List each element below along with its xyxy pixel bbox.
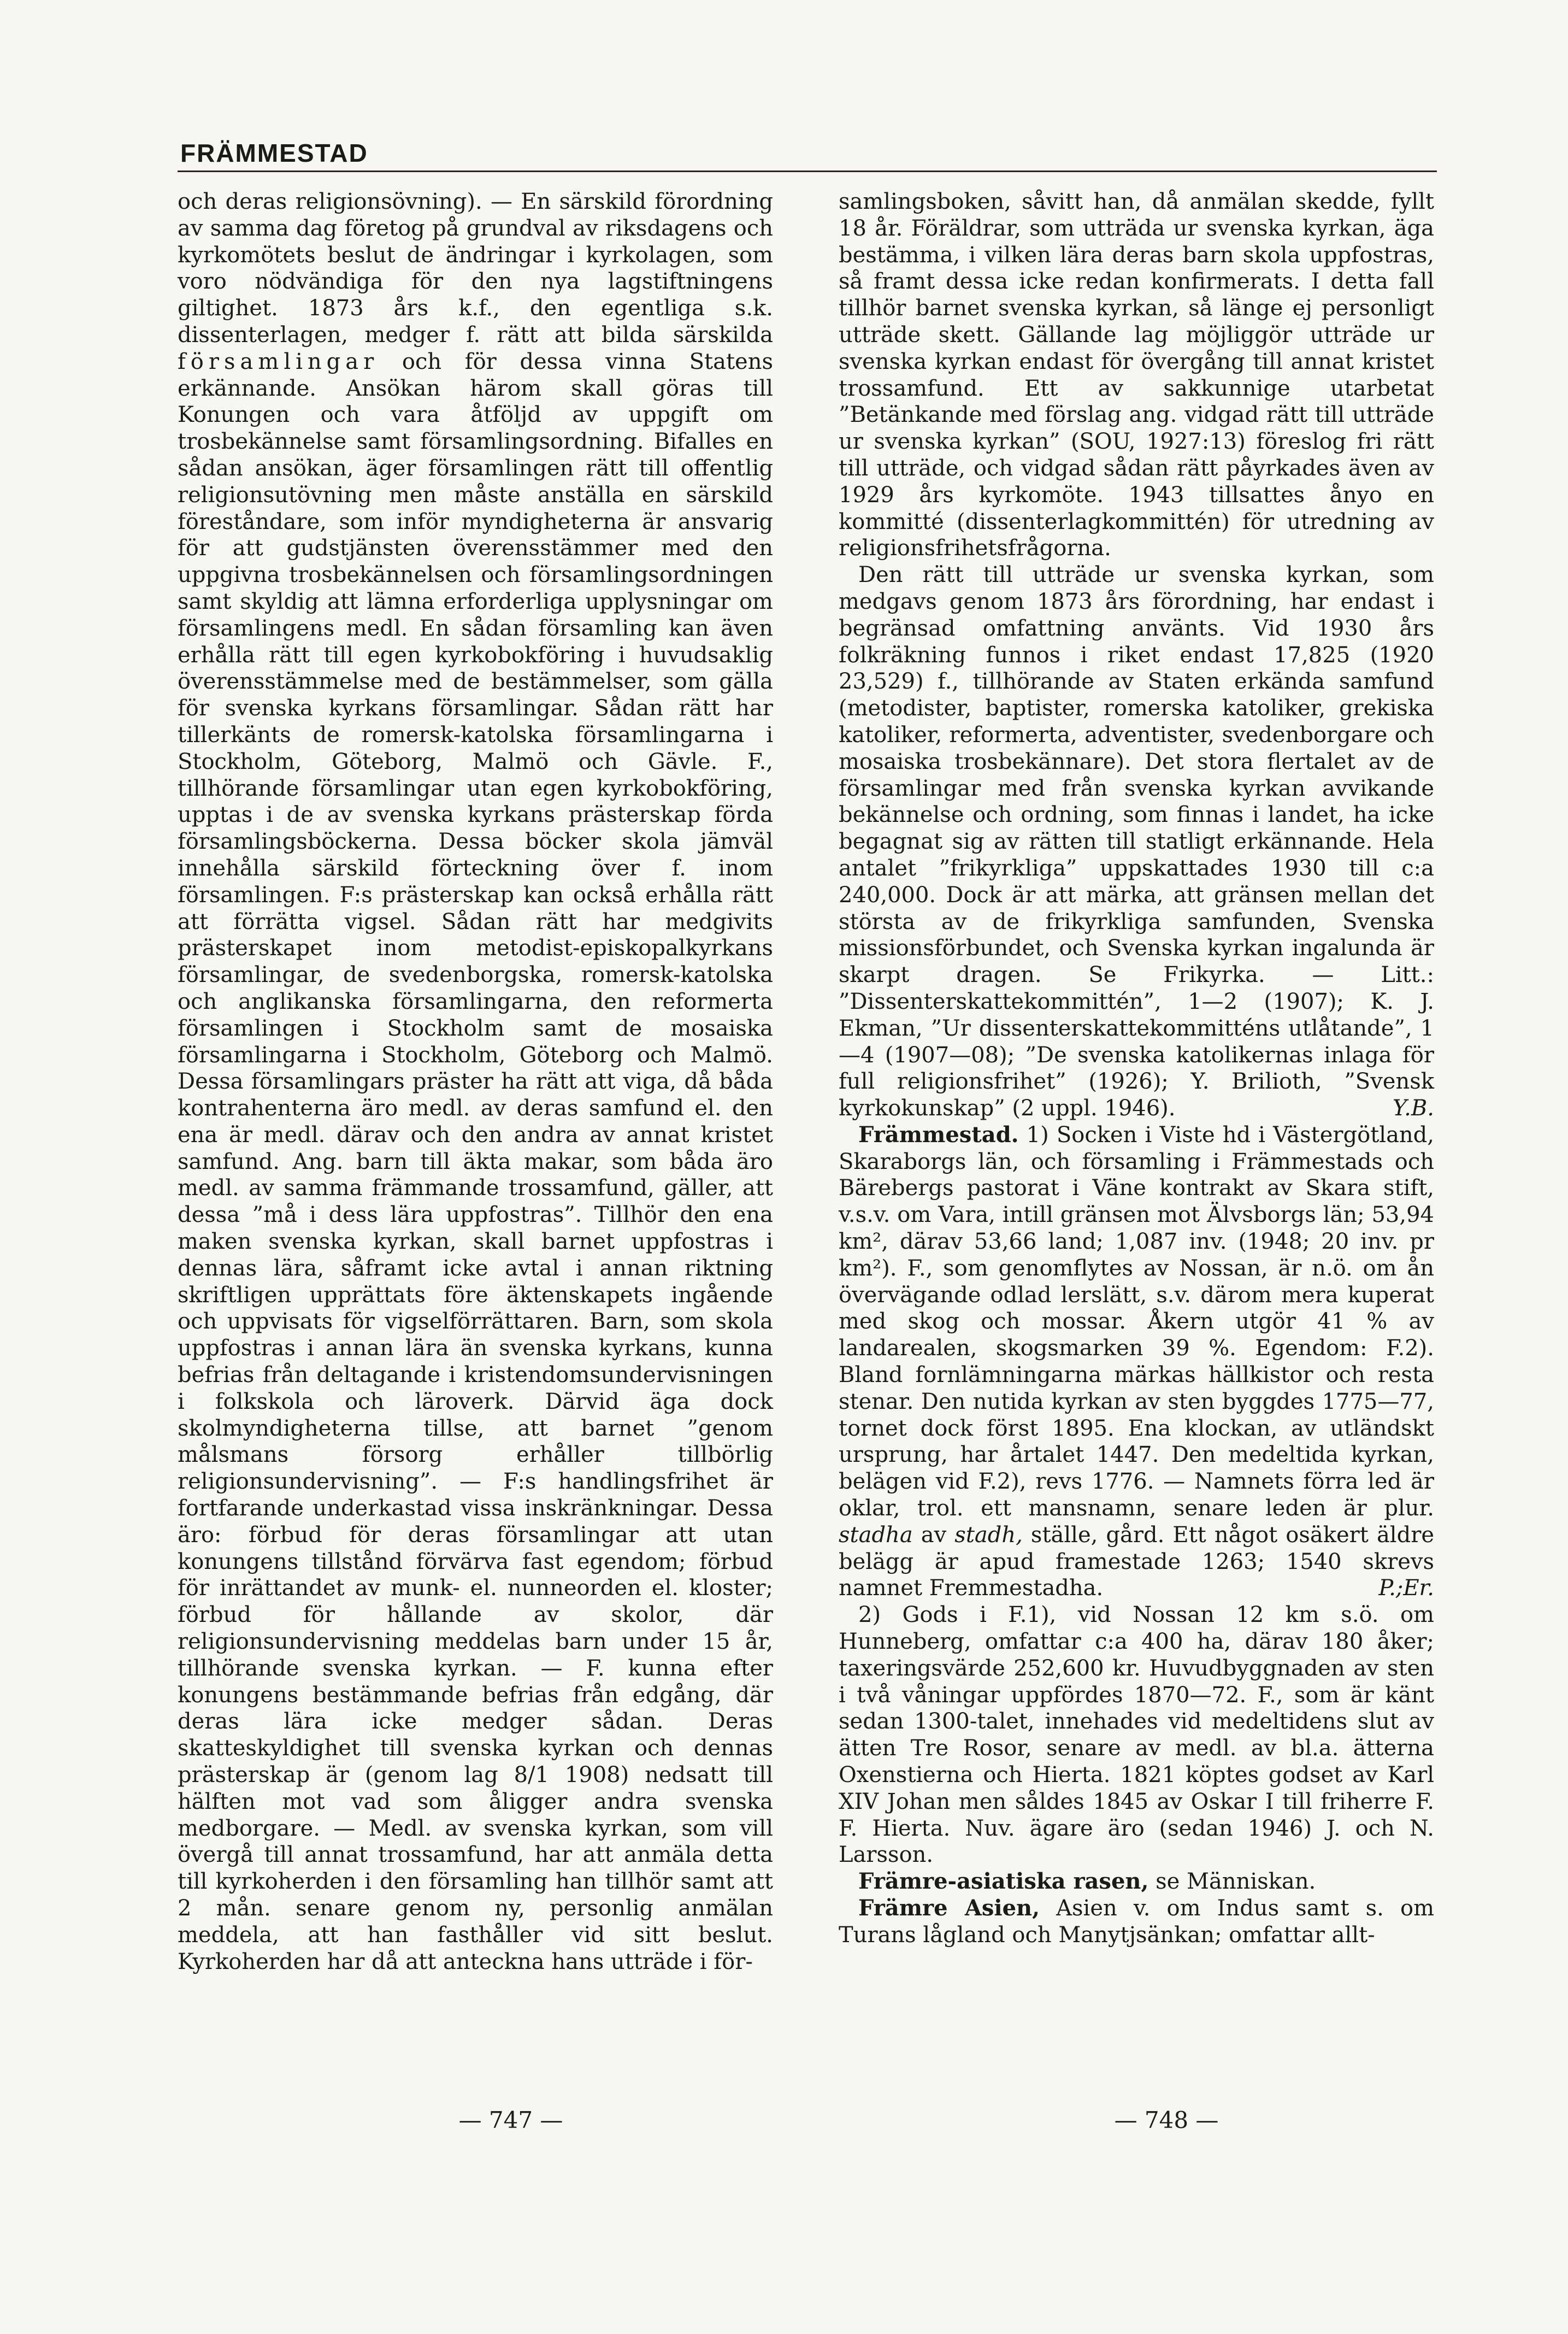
italic-word: stadha xyxy=(839,1522,913,1548)
right-column xyxy=(839,189,1434,1949)
entry-framre-asien xyxy=(839,1895,1434,1949)
running-header: FRÄMMESTAD xyxy=(180,139,368,167)
article-text-continued xyxy=(178,189,773,1975)
entry-framre-asiatiska-rasen xyxy=(839,1868,1434,1895)
entry-headword: Främre-asiatiska rasen, xyxy=(858,1868,1149,1895)
page-number-right: — 748 — xyxy=(1114,2107,1219,2133)
text-run: och deras religionsövning). — En särskild förordning av samma dag företog på grundval av riksdagens och kyrkomötets beslut de ändringar i kyrkolagen, som voro nödvändiga för den nya lagstiftningens giltighet. 1873 års k.f., den egentliga s.k. dissenterlagen, medger f. rätt att bilda särskilda xyxy=(178,189,773,348)
paragraph: samlingsboken, såvitt han, då anmälan skedde, fyllt 18 år. Föräldrar, som utträda ur svenska kyrkan, äga bestämma, i vilken lära deras barn skola uppfostras, så framt dessa icke redan konfirmerats. I detta fall tillhör barnet svenska kyrkan, så länge ej personligt utträde skett. Gällande lag möjliggör utträde ur svenska kyrkan endast för övergång till annat kristet trossamfund. Ett av sakkunnige utarbetat ”Betänkande med förslag ang. vidgad rätt till utträde ur svenska kyrkan” (SOU, 1927:13) föreslog fri rätt till utträde, och vidgad sådan rätt påyrkades även av 1929 års kyrkomöte. 1943 tillsattes ånyo en kommitté (dissenterlagkommittén) för utredning av religionsfrihetsfrågorna. xyxy=(839,189,1434,561)
text-run: Den rätt till utträde ur svenska kyrkan, som medgavs genom 1873 års förordning, har endast i begränsad omfattning använts. Vid 1930 års folkräkning funnos i riket endast 17,825 (1920 23,529) f., tillhörande av Staten erkända samfund (metodister, baptister, romerska katoliker, grekiska katoliker, reformerta, adventister, svedenborgare och mosaiska trosbekännare). Det stora flertalet av de församlingar med från svenska kyrkan avvikande bekännelse och ordning, som finnas i landet, ha icke begagnat sig av rätten till statligt erkännande. Hela antalet ”frikyrkliga” uppskattades 1930 till c:a 240,000. Dock är att märka, att gränsen mellan det största av de frikyrkliga samfunden, Svenska missionsförbundet, och Svenska kyrkan ingalunda är skarpt dragen. Se Frikyrka. — Litt.: ”Dissenterskattekommittén”, 1—2 (1907); K. J. Ekman, ”Ur dissenterskattekommitténs utlåtande”, 1—4 (1907—08); ”De svenska katolikernas inlaga för full religionsfrihet” (1926); Y. Brilioth, ”Svensk kyrkokunskap” (2 uppl. 1946). xyxy=(839,562,1434,1121)
entry-frammestad xyxy=(839,1122,1434,1602)
entry-headword: Främre Asien, xyxy=(858,1895,1040,1921)
author-signature: Y.B. xyxy=(1392,1096,1434,1121)
spaced-emphasis: församlingar xyxy=(178,349,379,374)
page-number-left: — 747 — xyxy=(458,2107,563,2133)
header-rule xyxy=(178,171,1437,172)
paragraph: 2) Gods i F.1), vid Nossan 12 km s.ö. om Hunneberg, omfattar c:a 400 ha, därav 180 åker; taxeringsvärde 252,600 kr. Huvudbyggnaden av sten i två våningar uppfördes 1870—72. F., som är känt sedan 1300-talet, innehades vid medeltidens slut av ätten Tre Rosor, senare av medl. av bl.a. ätterna Oxenstierna och Hierta. 1821 köptes godset av Karl XIV Johan men såldes 1845 av Oskar I till friherre F. F. Hierta. Nuv. ägare äro (sedan 1946) J. och N. Larsson. xyxy=(839,1602,1434,1868)
entry-headword: Främmestad. xyxy=(858,1121,1019,1148)
author-signature: P.;Er. xyxy=(1378,1575,1434,1601)
left-column xyxy=(178,189,773,1975)
text-run: 1) Socken i Viste hd i Västergötland, Skaraborgs län, och församling i Främmestads och Bärebergs pastorat i Väne kontrakt av Skara stift, v.s.v. om Vara, intill gränsen mot Älvsborgs län; 53,94 km², därav 53,66 land; 1,087 inv. (1948; 20 inv. pr km²). F., som genomflytes av Nossan, är n.ö. om ån övervägande odlad lerslätt, s.v. därom mera kuperat med skog och mossar. Åkern utgör 41 % av landarealen, skogsmarken 39 %. Egendom: F.2). Bland fornlämningarna märkas hällkistor och resta stenar. Den nutida kyrkan av sten byggdes 1775—77, tornet dock först 1895. Ena klockan, av utländskt ursprung, har årtalet 1447. Den medeltida kyrkan, belägen vid F.2), revs 1776. — Namnets förra led är oklar, trol. ett mansnamn, senare leden är plur. xyxy=(839,1122,1434,1521)
text-run: se Människan. xyxy=(1148,1869,1316,1895)
italic-word: stadh, xyxy=(954,1522,1023,1548)
paragraph xyxy=(839,562,1434,1122)
text-run: och för dessa vinna Statens erkännande. Ansökan härom skall göras till Konungen och vara åtföljd av uppgift om trosbekännelse samt församlingsordning. Bifalles en sådan ansökan, äger församlingen rätt till offentlig religionsutövning men måste anställa en särskild föreståndare, som inför myndigheterna är ansvarig för att gudstjänsten överensstämmer med den uppgivna trosbekännelsen och församlingsordningen samt skyldig att lämna erforderliga upplysningar om församlingens medl. En sådan församling kan även erhålla rätt till egen kyrkobokföring i huvudsaklig överensstämmelse med de bestämmelser, som gälla för svenska kyrkans församlingar. Sådan rätt har tillerkänts de romersk-katolska församlingarna i Stockholm, Göteborg, Malmö och Gävle. F., tillhörande församlingar utan egen kyrkobokföring, upptas i de av svenska kyrkans prästerskap förda församlingsböckerna. Dessa böcker skola jämväl innehålla särskild förteckning över f. inom församlingen. F:s prästerskap kan också erhålla rätt att förrätta vigsel. Sådan rätt har medgivits prästerskapet inom metodist-episkopalkyrkans församlingar, de svedenborgska, romersk-katolska och anglikanska församlingarna, den reformerta församlingen i Stockholm samt de mosaiska församlingarna i Stockholm, Göteborg och Malmö. Dessa församlingars präster ha rätt att viga, då båda kontrahenterna äro medl. av deras samfund el. den ena är medl. därav och den andra av annat kristet samfund. Ang. barn till äkta makar, som båda äro medl. av samma främmande trossamfund, gäller, att dessa ”må i dess lära uppfostras”. Tillhör den ena maken svenska kyrkan, skall barnet uppfostras i dennas lära, såframt icke avtal i annan riktning skriftligen upprättats före äktenskapets ingående och uppvisats för vigselförrättaren. Barn, som skola uppfostras i annan lära än svenska kyrkans, kunna befrias från deltagande i kristendomsundervisningen i folkskola och läroverk. Därvid äga dock skolmyndigheterna tillse, att barnet ”genom målsmans försorg erhåller tillbörlig religionsundervisning”. — F:s handlingsfrihet är fortfarande underkastad vissa inskränkningar. Dessa äro: förbud för deras församlingar att utan konungens tillstånd förvärva fast egendom; förbud för inrättandet av munk- el. nunneorden el. kloster; förbud för hållande av skolor, där religionsundervisning meddelas barn under 15 år, tillhörande svenska kyrkan. — F. kunna efter konungens bestämmande befrias från edgång, där deras lära icke medger sådan. Deras skatteskyldighet till svenska kyrkan och dennas prästerskap är (genom lag 8/1 1908) nedsatt till hälften mot vad som åligger andra svenska medborgare. — Medl. av svenska kyrkan, som vill övergå till annat trossamfund, har att anmäla detta till kyrkoherden i den församling han tillhör samt att 2 mån. senare genom ny, personlig anmälan meddela, att han fasthåller vid sitt beslut. Kyrkoherden har då att anteckna hans utträde i för- xyxy=(178,349,773,1974)
text-run: Asien v. om Indus samt s. om Turans lågland och Manytjsänkan; omfattar allt- xyxy=(839,1896,1434,1948)
text-run: ställe, gård. Ett något osäkert äldre belägg är apud framestade 1263; 1540 skrevs namnet Fremmestadha. xyxy=(839,1522,1434,1601)
text-run: av xyxy=(912,1522,955,1548)
